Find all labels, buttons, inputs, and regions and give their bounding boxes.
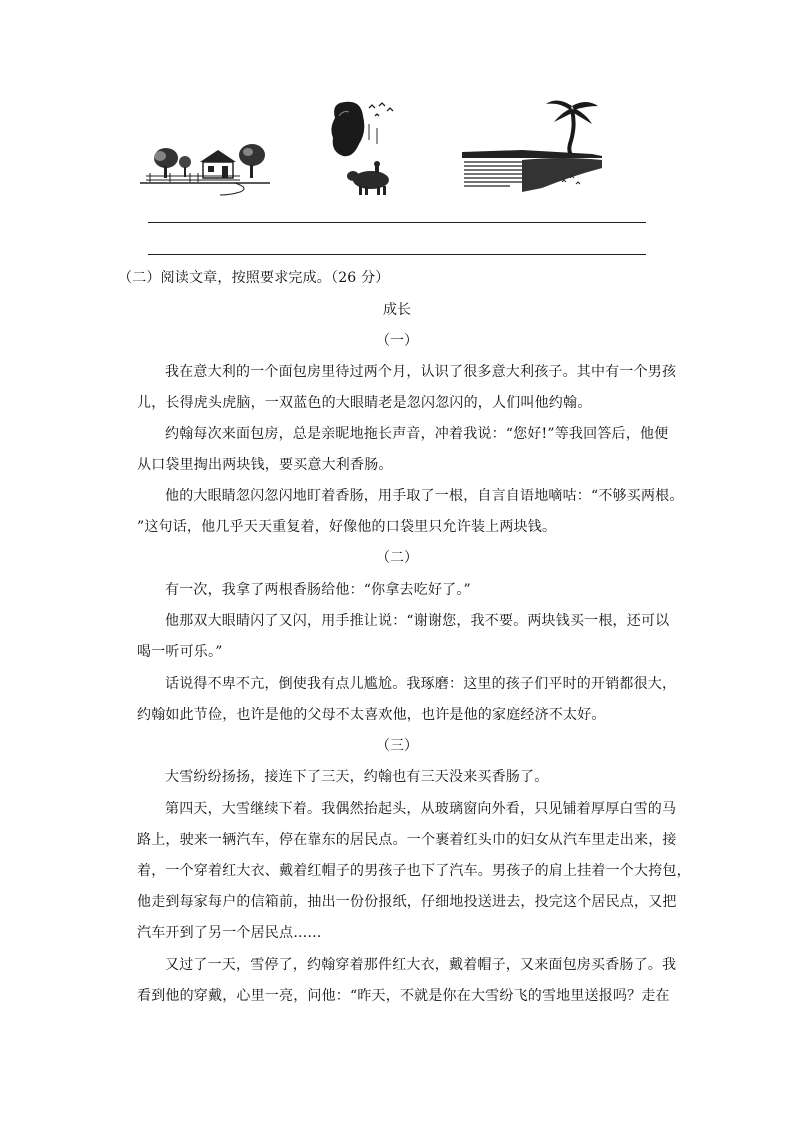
mountain-ox-picture: [325, 98, 405, 198]
paragraph-line: 看到他的穿戴，心里一亮，问他：“昨天，不就是你在大雪纷飞的雪地里送报吗？走在: [137, 988, 670, 1004]
paragraph-line: 话说得不卑不亢，倒使我有点儿尴尬。我琢磨：这里的孩子们平时的开销都很大，: [165, 676, 677, 692]
paragraph-line: 汽车开到了另一个居民点……: [137, 925, 322, 941]
paragraph-line: 从口袋里掏出两块钱，要买意大利香肠。: [137, 457, 393, 473]
answer-line-2[interactable]: [148, 254, 646, 255]
article-title: 成长: [383, 302, 411, 318]
paragraph-line: 约翰每次来面包房，总是亲昵地拖长声音，冲着我说：“您好!”等我回答后，他便: [165, 426, 669, 442]
paragraph-line: 儿，长得虎头虎脑，一双蓝色的大眼睛老是忽闪忽闪的，人们叫他约翰。: [137, 395, 592, 411]
paragraph-line: 我在意大利的一个面包房里待过两个月，认识了很多意大利孩子。其中有一个男孩: [165, 364, 677, 380]
paragraph-line: 他那双大眼睛闪了又闪，用手推让说：“谢谢您，我不要。两块钱买一根，还可以: [165, 613, 670, 629]
paragraph-line: 又过了一天，雪停了，约翰穿着那件红大衣，戴着帽子，又来面包房买香肠了。我: [165, 957, 677, 973]
part-heading-1: （一）: [376, 333, 418, 349]
paragraph-line: 约翰如此节俭，也许是他的父母不太喜欢他，也许是他的家庭经济不太好。: [137, 707, 606, 723]
paragraph-line: 他走到每家每户的信箱前，抽出一份份报纸，仔细地投送进去，投完这个居民点，又把: [137, 894, 677, 910]
section-heading: （二）阅读文章，按照要求完成。（26 分）: [118, 270, 390, 286]
paragraph-line: 着，一个穿着红大衣、戴着红帽子的男孩子也下了汽车。男孩子的肩上挂着一个大挎包，: [137, 863, 691, 879]
paragraph-line: 大雪纷纷扬扬，接连下了三天，约翰也有三天没来买香肠了。: [165, 769, 549, 785]
paragraph-line: ”这句话，他几乎天天重复着，好像他的口袋里只允许装上两块钱。: [137, 519, 557, 535]
paragraph-line: 他的大眼睛忽闪忽闪地盯着香肠，用手取了一根，自言自语地嘀咕：“不够买两根。: [165, 488, 684, 504]
part-heading-3: （三）: [376, 738, 418, 754]
part-heading-2: （二）: [376, 550, 418, 566]
seaside-palm-picture: [462, 96, 602, 194]
paragraph-line: 有一次，我拿了两根香肠给他：“你拿去吃好了。”: [165, 582, 471, 598]
paragraph-line: 喝一听可乐。”: [137, 644, 223, 660]
paragraph-line: 第四天，大雪继续下着。我偶然抬起头，从玻璃窗向外看，只见铺着厚厚白雪的马: [165, 801, 677, 817]
village-picture: [140, 140, 272, 196]
answer-line-1[interactable]: [148, 222, 646, 223]
paragraph-line: 路上，驶来一辆汽车，停在靠东的居民点。一个裹着红头巾的妇女从汽车里走出来，接: [137, 832, 677, 848]
